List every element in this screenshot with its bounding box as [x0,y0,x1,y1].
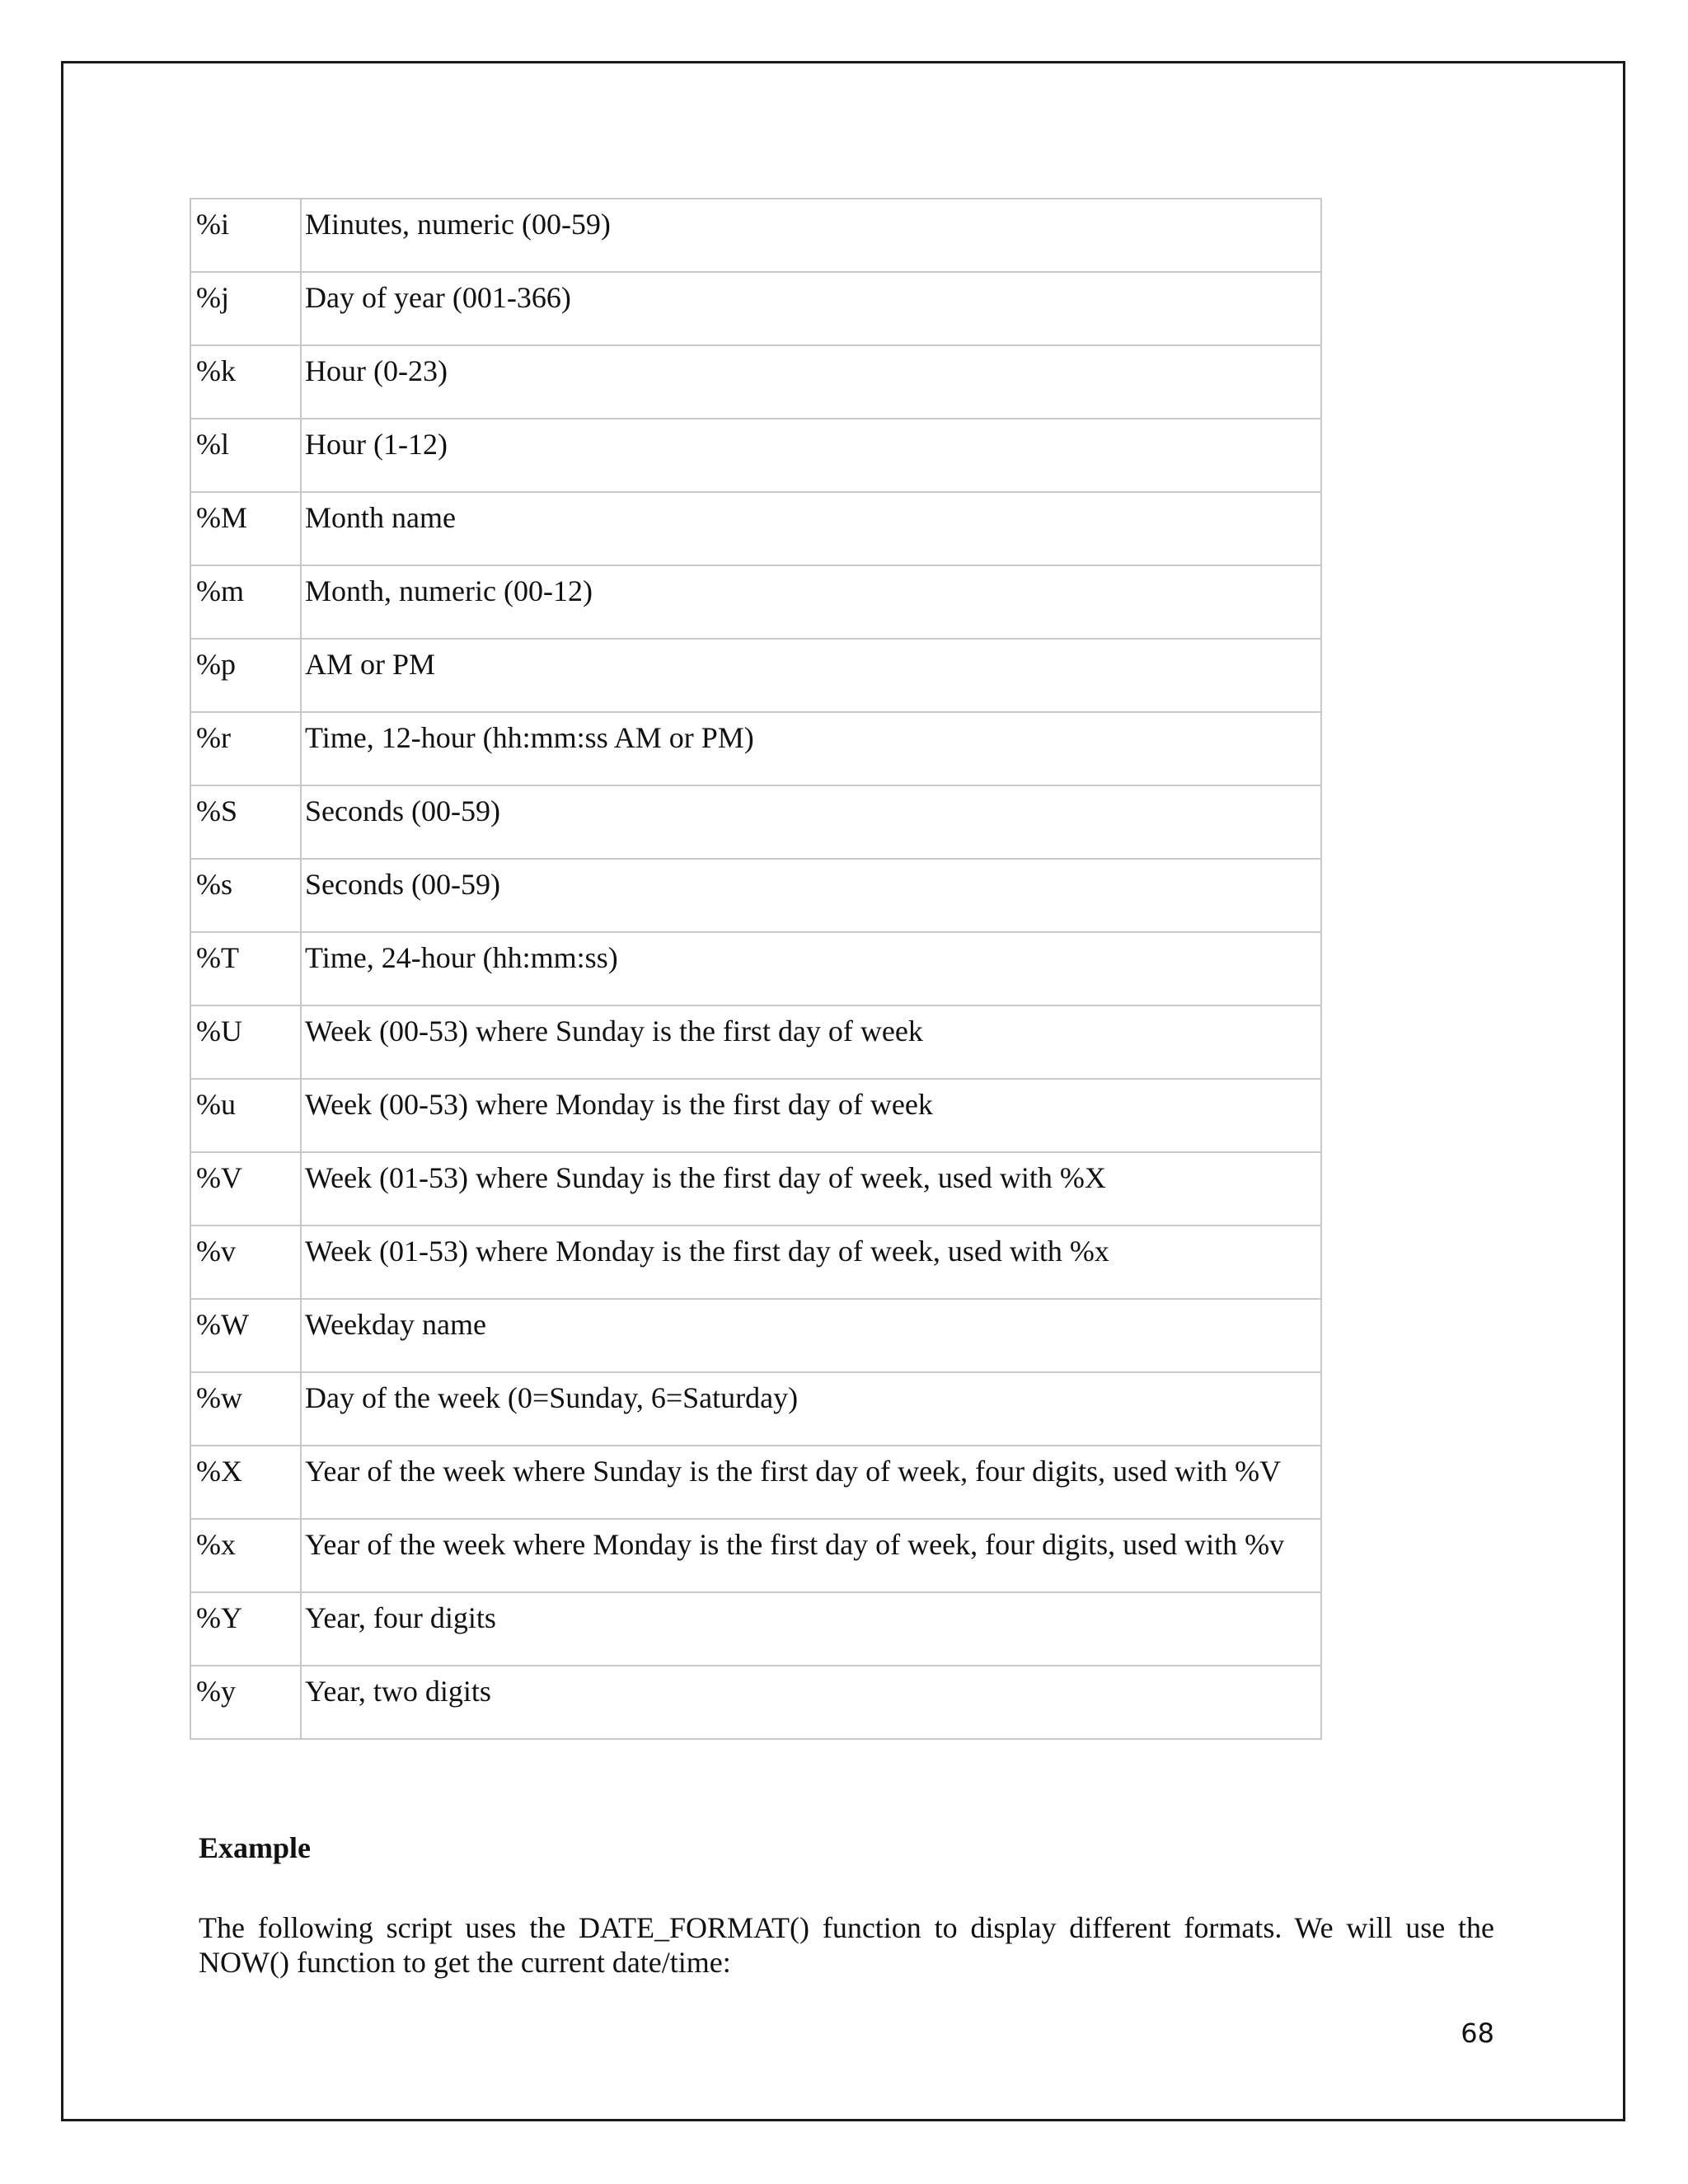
format-description-cell: Month, numeric (00-12) [301,565,1321,639]
table-row [190,419,1321,492]
format-description-cell: Year of the week where Sunday is the first day of week, four digits, used with %V [301,1446,1321,1519]
table-row [190,639,1321,712]
format-description-cell: Week (01-53) where Monday is the first day of week, used with %x [301,1226,1321,1299]
format-code-cell: %x [190,1519,301,1592]
format-description-cell: Time, 24-hour (hh:mm:ss) [301,932,1321,1005]
format-code-cell: %w [190,1372,301,1446]
date-format-table [190,198,1322,1740]
page-number: 68 [1461,2018,1494,2049]
table-row [190,1005,1321,1079]
format-description-cell: Year of the week where Monday is the first day of week, four digits, used with %v [301,1519,1321,1592]
format-code-cell: %p [190,639,301,712]
table-row [190,1446,1321,1519]
format-description-cell: Day of the week (0=Sunday, 6=Saturday) [301,1372,1321,1446]
format-code-cell: %W [190,1299,301,1372]
table-row [190,785,1321,859]
table-row [190,199,1321,272]
table-row [190,565,1321,639]
example-paragraph: The following script uses the DATE_FORMAT() function to display different formats. We will use the NOW() function to get the current date/time: [199,1911,1494,1979]
format-code-cell: %V [190,1152,301,1226]
format-code-cell: %S [190,785,301,859]
format-code-cell: %s [190,859,301,932]
table-row [190,712,1321,785]
format-code-cell: %m [190,565,301,639]
format-description-cell: Week (00-53) where Monday is the first day of week [301,1079,1321,1152]
format-code-cell: %u [190,1079,301,1152]
format-code-cell: %l [190,419,301,492]
table-row [190,272,1321,345]
format-description-cell: Hour (1-12) [301,419,1321,492]
table-row [190,1519,1321,1592]
format-description-cell: Seconds (00-59) [301,859,1321,932]
table-row [190,1079,1321,1152]
format-code-cell: %Y [190,1592,301,1666]
table-row [190,1592,1321,1666]
format-code-cell: %v [190,1226,301,1299]
table-row [190,1299,1321,1372]
format-description-cell: Weekday name [301,1299,1321,1372]
table-row [190,345,1321,419]
table-row [190,1152,1321,1226]
table-row [190,492,1321,565]
format-description-cell: Year, two digits [301,1666,1321,1739]
format-description-cell: Seconds (00-59) [301,785,1321,859]
format-description-cell: Time, 12-hour (hh:mm:ss AM or PM) [301,712,1321,785]
format-code-cell: %r [190,712,301,785]
format-description-cell: Week (01-53) where Sunday is the first day of week, used with %X [301,1152,1321,1226]
format-description-cell: Day of year (001-366) [301,272,1321,345]
format-code-cell: %y [190,1666,301,1739]
format-description-cell: Minutes, numeric (00-59) [301,199,1321,272]
format-description-cell: Hour (0-23) [301,345,1321,419]
format-code-cell: %i [190,199,301,272]
format-code-cell: %X [190,1446,301,1519]
table-row [190,1226,1321,1299]
example-heading: Example [199,1831,312,1864]
format-code-cell: %k [190,345,301,419]
date-format-table-body [190,199,1321,1739]
format-description-cell: Month name [301,492,1321,565]
format-description-cell: AM or PM [301,639,1321,712]
table-row [190,932,1321,1005]
format-code-cell: %j [190,272,301,345]
format-description-cell: Year, four digits [301,1592,1321,1666]
format-code-cell: %U [190,1005,301,1079]
table-row [190,859,1321,932]
table-row [190,1666,1321,1739]
format-code-cell: %T [190,932,301,1005]
format-description-cell: Week (00-53) where Sunday is the first day of week [301,1005,1321,1079]
table-row [190,1372,1321,1446]
format-code-cell: %M [190,492,301,565]
